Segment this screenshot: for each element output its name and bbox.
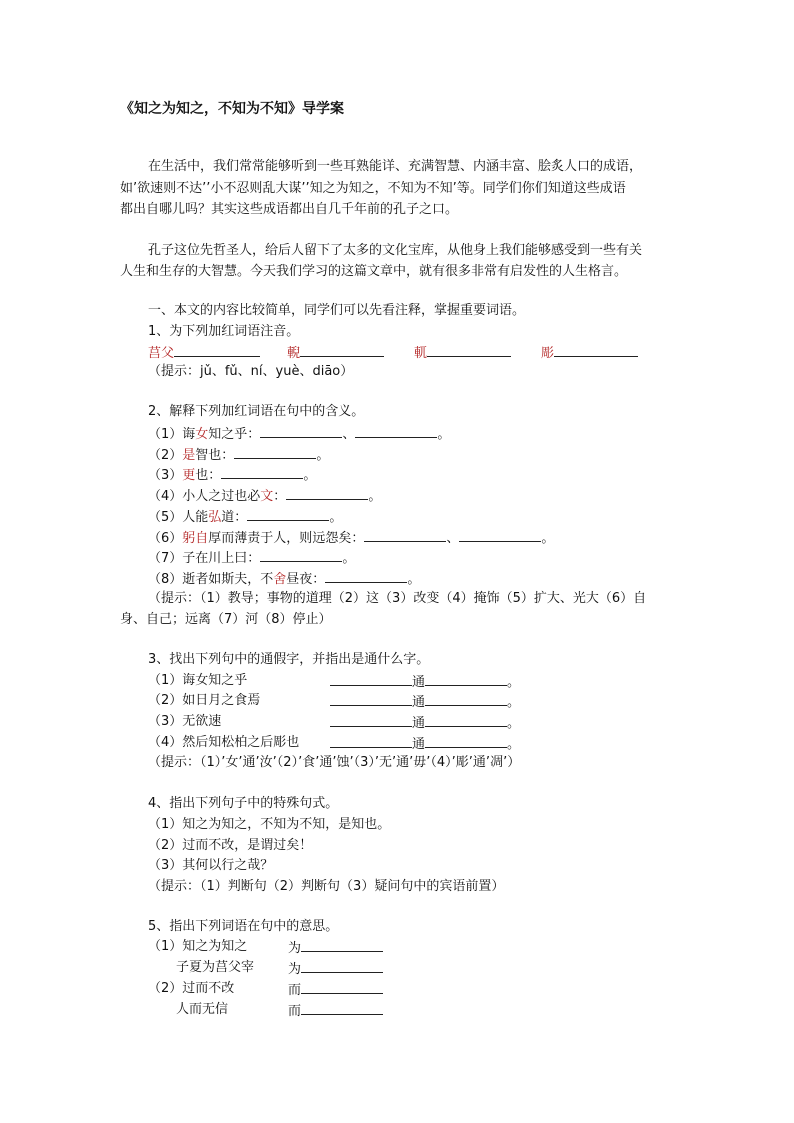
q1-hint: （提示：jǔ、fǔ、ní、yuè、diāo）	[148, 364, 354, 379]
q3-item-4-answer	[330, 733, 520, 755]
q2-item-2-text-2: 智也：	[195, 448, 235, 463]
q3-item-2-blank-1[interactable]	[330, 691, 412, 706]
q1-blank-1[interactable]	[174, 342, 260, 357]
q4-heading: 4、指出下列句子中的特殊句式。	[148, 796, 339, 811]
q2-item-1-sep: 、	[342, 427, 356, 442]
q1-word-1: 莒父	[148, 346, 175, 361]
q2-item-2-end: 。	[316, 448, 330, 463]
q2-item-7-end: 。	[342, 551, 356, 566]
q2-item-1-end: 。	[437, 427, 451, 442]
q3-item-3-blank-2[interactable]	[425, 712, 507, 727]
q2-item-3-end: 。	[303, 468, 317, 483]
q2-item-6-key-2: 远	[312, 531, 326, 546]
q3-hint: （提示：（1）’女’通’汝’（2）’食’通’蚀’（3）’无’通’毋’（4）’彫’通’凋’）	[148, 755, 521, 770]
q5-row-4-blank[interactable]	[301, 1000, 383, 1015]
q2-item-7-text: （7）子在	[148, 551, 209, 566]
q5-row-1-answer	[288, 937, 383, 959]
q1-word-3: 軏	[414, 346, 428, 361]
q2-item-5	[148, 506, 342, 528]
q2-item-7-key: 川	[208, 551, 222, 566]
q2-item-8-blank[interactable]	[325, 568, 407, 583]
q2-item-1-blank-1[interactable]	[260, 423, 342, 438]
q5-row-3-label: （2）过而不改	[148, 981, 235, 996]
q5-row-2-blank[interactable]	[301, 958, 383, 973]
q3-item-4-blank-1[interactable]	[330, 733, 412, 748]
q2-heading: 2、解释下列加红词语在句中的含义。	[148, 404, 365, 419]
q5-row-3-answer	[288, 979, 383, 1001]
q3-item-2-blank-2[interactable]	[425, 691, 507, 706]
q1-blank-3[interactable]	[427, 342, 511, 357]
q3-item-1-blank-1[interactable]	[330, 671, 412, 686]
q3-item-4-blank-2[interactable]	[425, 733, 507, 748]
q3-item-2-answer	[330, 691, 520, 713]
q1-row-2	[287, 342, 384, 364]
q4-hint: （提示：（1）判断句（2）判断句（3）疑问句中的宾语前置）	[148, 879, 505, 894]
q2-item-1-text-2: 知之乎：	[208, 427, 261, 442]
q3-item-1-answer	[330, 671, 520, 693]
q3-item-3-answer	[330, 712, 520, 734]
q3-item-4-end: 。	[507, 737, 521, 752]
q2-item-8-key: 舍	[273, 572, 287, 587]
q2-item-5-end: 。	[329, 510, 343, 525]
q4-item-3: （3）其何以行之哉？	[148, 858, 274, 873]
q1-heading: 1、为下列加红词语注音。	[148, 324, 300, 339]
q3-item-3: （3）无欲速	[148, 714, 222, 729]
q5-row-1-label: （1）知之为知之	[148, 939, 248, 954]
q2-item-5-text-2: 道：	[221, 510, 248, 525]
q1-blank-4[interactable]	[554, 342, 638, 357]
q2-item-8-text: （8）逝者如斯夫，不	[148, 572, 274, 587]
q3-item-1-tong: 通	[412, 675, 426, 690]
q2-item-6-blank-2[interactable]	[459, 527, 541, 542]
q1-word-4: 彫	[541, 346, 555, 361]
q3-heading: 3、找出下列句中的通假字，并指出是通什么字。	[148, 652, 430, 667]
q2-item-2-blank[interactable]	[234, 444, 316, 459]
q2-item-6-sep: 、	[446, 531, 460, 546]
q5-row-4-word: 而	[288, 1004, 302, 1019]
intro-paragraph-1-line-3: 都出自哪儿吗？其实这些成语都出自几千年前的孔子之口。	[120, 202, 459, 217]
q2-item-5-key: 弘	[208, 510, 222, 525]
intro-paragraph-1-line-2: 如’欲速则不达’’小不忍则乱大谋’’知之为知之，不知为不知’等。同学们你们知道这些成语	[120, 181, 626, 196]
q3-item-4-tong: 通	[412, 737, 426, 752]
q2-item-7-blank[interactable]	[260, 547, 342, 562]
q2-item-3-text-2: 也：	[195, 468, 222, 483]
part-one-heading: 一、本文的内容比较简单，同学们可以先看注释，掌握重要词语。	[148, 303, 526, 318]
q5-row-4-label: 人而无信	[176, 1002, 229, 1017]
q2-item-4-key: 文	[260, 489, 274, 504]
q2-item-6-text-2: 厚而薄责于人，则	[208, 531, 313, 546]
q1-blank-2[interactable]	[300, 342, 384, 357]
q5-row-2-label: 子夏为莒父宰	[176, 960, 255, 975]
q2-item-7-text-2: 上曰：	[221, 551, 261, 566]
q3-item-2-tong: 通	[412, 695, 426, 710]
q2-item-3-blank[interactable]	[221, 464, 303, 479]
intro-paragraph-2-line-1: 孔子这位先哲圣人，给后人留下了太多的文化宝库，从他身上我们能够感受到一些有关	[148, 243, 643, 258]
q2-item-3	[148, 464, 316, 486]
q4-item-2: （2）过而不改，是谓过矣！	[148, 838, 313, 853]
q2-item-1-text: （1）诲	[148, 427, 196, 442]
q2-item-1-key: 女	[195, 427, 209, 442]
q3-item-3-blank-1[interactable]	[330, 712, 412, 727]
q2-item-3-text: （3）	[148, 468, 183, 483]
page-title: 《知之为知之，不知为不知》导学案	[120, 101, 344, 117]
intro-paragraph-1-line-1: 在生活中，我们常常能够听到一些耳熟能详、充满智慧、内涵丰富、脍炙人口的成语，	[148, 159, 643, 174]
q2-item-6-key: 躬自	[182, 531, 209, 546]
q4-item-1: （1）知之为知之，不知为不知，是知也。	[148, 817, 391, 832]
q1-row-3	[414, 342, 511, 364]
q2-item-5-text: （5）人能	[148, 510, 209, 525]
q2-item-6-text-3: 怨矣：	[325, 531, 365, 546]
q2-item-1-blank-2[interactable]	[355, 423, 437, 438]
q3-item-1: （1）诲女知之乎	[148, 673, 248, 688]
q2-item-2	[148, 444, 329, 466]
q3-item-1-blank-2[interactable]	[425, 671, 507, 686]
q1-word-2: 輗	[287, 346, 301, 361]
q2-item-4	[148, 485, 381, 507]
q2-item-4-text: （4）小人之过也必	[148, 489, 261, 504]
q2-hint-line-1: （提示：（1）教导；事物的道理（2）这（3）改变（4）掩饰（5）扩大、光大（6）自	[148, 591, 647, 606]
q5-row-2-answer	[288, 958, 383, 980]
q2-item-4-end: 。	[368, 489, 382, 504]
q2-item-8-text-2: 昼夜：	[286, 572, 326, 587]
q5-row-3-word: 而	[288, 983, 302, 998]
q2-item-1	[148, 423, 450, 445]
q2-item-6-end: 。	[541, 531, 555, 546]
q5-row-1-blank[interactable]	[301, 937, 383, 952]
q1-row-4	[541, 342, 638, 364]
intro-paragraph-2-line-2: 人生和生存的大智慧。今天我们学习的这篇文章中，就有很多非常有启发性的人生格言。	[120, 264, 628, 279]
q2-item-7	[148, 547, 355, 569]
q3-item-3-end: 。	[507, 716, 521, 731]
q2-item-2-text: （2）	[148, 448, 183, 463]
q2-item-4-blank[interactable]	[286, 485, 368, 500]
q5-row-2-word: 为	[288, 962, 302, 977]
q1-row	[148, 342, 260, 364]
q3-item-3-tong: 通	[412, 716, 426, 731]
q2-item-6-blank-1[interactable]	[364, 527, 446, 542]
q5-row-3-blank[interactable]	[301, 979, 383, 994]
q2-item-2-key: 是	[182, 448, 196, 463]
q2-item-6-text: （6）	[148, 531, 183, 546]
q3-item-2: （2）如日月之食焉	[148, 693, 261, 708]
q2-item-3-key: 更	[182, 468, 196, 483]
q5-row-4-answer	[288, 1000, 383, 1022]
q3-item-1-end: 。	[507, 675, 521, 690]
q5-heading: 5、指出下列词语在句中的意思。	[148, 919, 339, 934]
q2-item-4-text-2: ：	[273, 489, 287, 504]
q3-item-4: （4）然后知松柏之后彫也	[148, 735, 300, 750]
q5-row-1-word: 为	[288, 941, 302, 956]
q2-item-8	[148, 568, 420, 590]
q2-item-8-end: 。	[407, 572, 421, 587]
q2-item-6	[148, 527, 554, 549]
q3-item-2-end: 。	[507, 695, 521, 710]
q2-item-5-blank[interactable]	[247, 506, 329, 521]
q2-hint-line-2: 身、自己；远离（7）河（8）停止）	[120, 612, 332, 627]
